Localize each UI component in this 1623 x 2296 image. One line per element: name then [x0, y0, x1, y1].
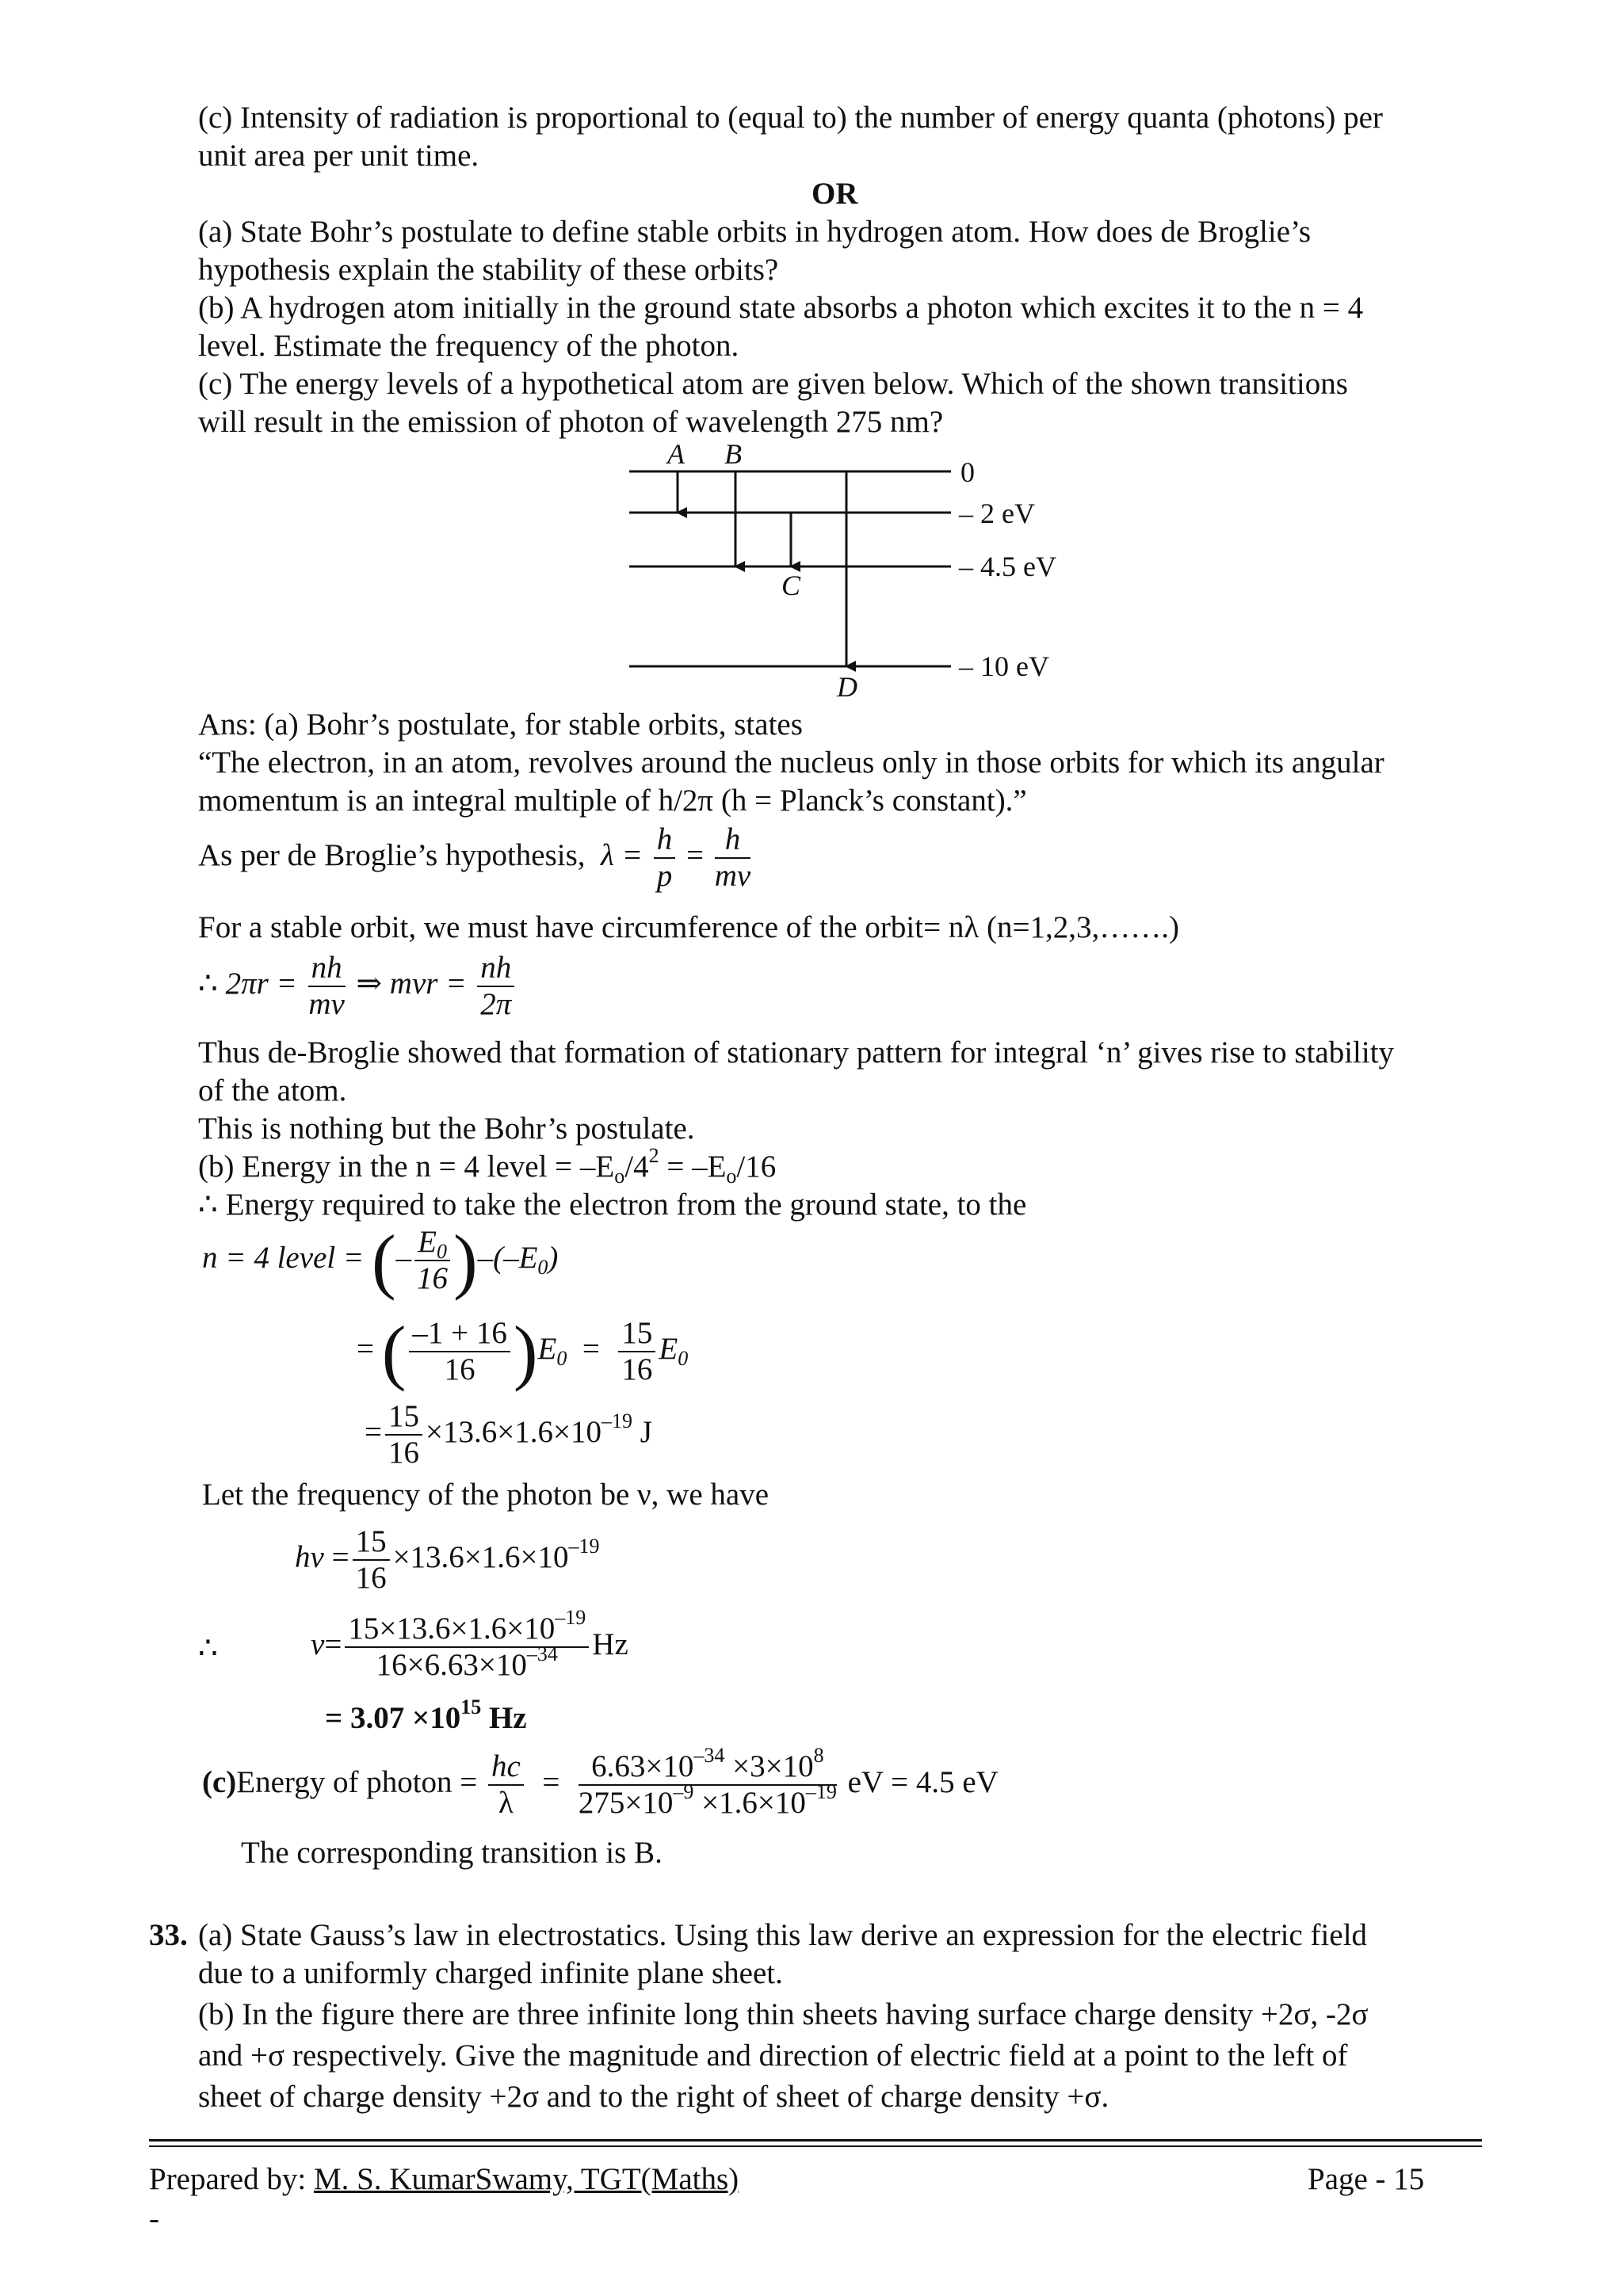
orbit-equation: ∴ 2πr = $\frac{nh}{mv}$ ⇒ mvr = $\frac{nh}{2\pi}$ — [198, 951, 517, 1022]
energy-level-diagram — [618, 440, 1078, 709]
text-line: (a) State Gauss’s law in electrostatics. Using this law derive an expression for the electric field — [198, 1918, 1368, 1952]
question-number: 33. — [149, 1918, 188, 1952]
text-line: (b) A hydrogen atom initially in the ground state absorbs a photon which excites it to the n = 4 — [198, 291, 1364, 325]
text-line: unit area per unit time. — [198, 139, 479, 173]
text-line: “The electron, in an atom, revolves around the nucleus only in those orbits for which its angular — [198, 746, 1384, 780]
frequency-equation: hν = $\frac{15}{16}$ $\times 13.6\times 1.6\times 10^{-19}$ — [295, 1524, 600, 1595]
text-line: ∴ Energy required to take the electron from the ground state, to the — [198, 1188, 1027, 1222]
text-line: level. Estimate the frequency of the photon. — [198, 329, 739, 363]
text-line: This is nothing but the Bohr’s postulate. — [198, 1112, 695, 1146]
energy-step-3: = $\frac{15}{16}$ $\times 13.6\times 1.6\times 10^{-19}$ J — [365, 1399, 652, 1470]
footer-dash: - — [149, 2202, 159, 2236]
text-line: Thus de-Broglie showed that formation of stationary pattern for integral ‘n’ gives rise to stability — [198, 1035, 1395, 1070]
transition-label-b: B — [724, 440, 742, 470]
level-label: – 10 eV — [959, 650, 1049, 682]
text-line: For a stable orbit, we must have circumference of the orbit= nλ (n=1,2,3,…….) — [198, 910, 1179, 944]
photon-energy-equation: (c)Energy of photon = $\frac{hc}{\lambda}$ = $\frac{6.63\times 10^{-34} \times 3\times 10^8}{275\times 10^{-9} \times 1.6\times 10^{-19}}$ eV = 4.5 eV — [202, 1744, 999, 1820]
level-label: – 4.5 eV — [959, 551, 1056, 582]
energy-n4-line: (b) Energy in the n = 4 level = $-E_o/4^2 = -E_o/16$ — [198, 1144, 777, 1188]
text-line: sheet of charge density +2σ and to the right of sheet of charge density +σ. — [198, 2080, 1109, 2114]
text-line: and +σ respectively. Give the magnitude and direction of electric field at a point to the left of — [198, 2039, 1348, 2073]
footer-prepared-by: Prepared by: M. S. KumarSwamy, TGT(Maths) — [149, 2162, 739, 2196]
or-heading: OR — [812, 177, 858, 211]
transition-label-d: D — [837, 671, 857, 703]
level-label: 0 — [960, 456, 975, 488]
energy-required-equation: n = 4 level = (– $\frac{E_0}{16}$ )$-(-E_0)$ — [202, 1220, 559, 1301]
level-label: – 2 eV — [959, 498, 1035, 529]
text-line: (c) Intensity of radiation is proportional to (equal to) the number of energy quanta (photons) per — [198, 101, 1383, 135]
footer-rule — [149, 2139, 1482, 2142]
transition-label-c: C — [781, 570, 801, 601]
text-line: due to a uniformly charged infinite plane sheet. — [198, 1956, 783, 1990]
text-line: (a) State Bohr’s postulate to define stable orbits in hydrogen atom. How does de Broglie’s — [198, 215, 1312, 249]
footer-page-number: Page - 15 — [1308, 2162, 1425, 2196]
frequency-solution: ν= $\frac{15\times 13.6\times 1.6\times 10^{-19}}{16\times 6.63\times 10^{-34}}$ Hz — [311, 1606, 628, 1682]
text-line: momentum is an integral multiple of h/2π (h = Planck’s constant).” — [198, 784, 1027, 818]
text-line: (b) In the figure there are three infinite long thin sheets having surface charge density +2σ, -2σ — [198, 1997, 1369, 2031]
footer-author: M. S. KumarSwamy, TGT(Maths) — [313, 2162, 739, 2196]
text-line: Ans: (a) Bohr’s postulate, for stable orbits, states — [198, 707, 803, 742]
text: As per de Broglie’s hypothesis, — [198, 837, 586, 872]
footer-rule — [149, 2145, 1482, 2147]
text-line: The corresponding transition is B. — [241, 1836, 663, 1870]
text-line: hypothesis explain the stability of these orbits? — [198, 253, 779, 287]
transition-label-a: A — [667, 440, 685, 470]
text-line: will result in the emission of photon of wavelength 275 nm? — [198, 405, 944, 439]
frequency-result: = $3.07 \times 10^{15}$ Hz — [325, 1695, 527, 1735]
therefore-symbol: ∴ — [198, 1631, 218, 1665]
text-line: (c) The energy levels of a hypothetical atom are given below. Which of the shown transitions — [198, 367, 1348, 401]
debroglie-equation: As per de Broglie’s hypothesis, λ = $\frac{h}{p}$ = $\frac{h}{mv}$ — [198, 822, 751, 893]
energy-step-2: = ( $\frac{-1 + 16}{16}$ )$E_0$ = $\frac{15}{16}$ $E_0$ — [357, 1311, 689, 1392]
text-line: of the atom. — [198, 1074, 347, 1108]
text-line: Let the frequency of the photon be ν, we have — [202, 1478, 769, 1512]
